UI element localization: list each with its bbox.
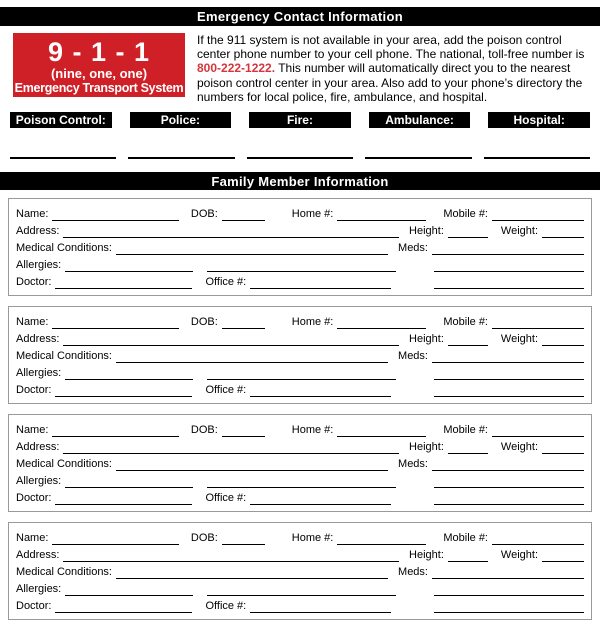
allergies-write-line xyxy=(65,475,193,488)
mobile-phone-label: Mobile #: xyxy=(443,424,488,437)
mobile-phone-write-line xyxy=(492,424,584,437)
member-row-doctor xyxy=(16,596,584,613)
meds-write-line xyxy=(432,458,584,471)
meds-write-line xyxy=(432,242,584,255)
contact-label-police: Police: xyxy=(130,112,232,128)
doctor-label: Doctor: xyxy=(16,384,52,397)
meds-extra-write-line-1 xyxy=(434,259,584,272)
member-row-allergies xyxy=(16,255,584,272)
emergency-contacts-row xyxy=(10,112,590,128)
doctor-label: Doctor: xyxy=(16,276,52,289)
height-write-line xyxy=(448,549,488,562)
police-write-line xyxy=(128,157,234,159)
name-write-line xyxy=(52,532,178,545)
dob-label: DOB: xyxy=(190,316,218,329)
allergies-extra-write-line xyxy=(207,475,396,488)
member-row-name xyxy=(16,204,584,221)
office-phone-write-line xyxy=(250,276,391,289)
meds-extra-write-line-2 xyxy=(434,384,584,397)
medical-conditions-write-line xyxy=(116,566,388,579)
ambulance-write-line xyxy=(365,157,471,159)
family-member-card xyxy=(8,522,592,620)
family-section-title-bar xyxy=(0,172,600,190)
member-row-doctor xyxy=(16,380,584,397)
weight-label: Weight: xyxy=(500,333,538,346)
poison-control-phone-number: 800-222-1222. xyxy=(197,61,276,76)
dob-label: DOB: xyxy=(190,424,218,437)
doctor-write-line xyxy=(55,276,192,289)
meds-write-line xyxy=(432,350,584,363)
dob-label: DOB: xyxy=(190,532,218,545)
member-row-doctor xyxy=(16,488,584,505)
member-row-address xyxy=(16,221,584,238)
medical-conditions-label: Medical Conditions: xyxy=(16,458,112,471)
name-label: Name: xyxy=(16,424,49,437)
name-write-line xyxy=(52,424,178,437)
member-row-name xyxy=(16,420,584,437)
page-title-bar xyxy=(0,7,600,26)
dob-write-line xyxy=(222,424,265,437)
emergency-intro-section xyxy=(0,33,600,104)
office-phone-label: Office #: xyxy=(205,384,247,397)
member-row-name xyxy=(16,312,584,329)
doctor-label: Doctor: xyxy=(16,600,52,613)
family-member-list xyxy=(8,198,592,620)
address-label: Address: xyxy=(16,549,60,562)
allergies-label: Allergies: xyxy=(16,475,62,488)
member-row-name xyxy=(16,528,584,545)
contact-label-poison-control: Poison Control: xyxy=(10,112,112,128)
mobile-phone-label: Mobile #: xyxy=(443,532,488,545)
member-row-doctor xyxy=(16,272,584,289)
doctor-label: Doctor: xyxy=(16,492,52,505)
weight-write-line xyxy=(542,333,584,346)
meds-extra-write-line-1 xyxy=(434,475,584,488)
office-phone-label: Office #: xyxy=(205,492,247,505)
height-label: Height: xyxy=(409,225,444,238)
member-row-allergies xyxy=(16,471,584,488)
height-write-line xyxy=(448,441,488,454)
allergies-label: Allergies: xyxy=(16,259,62,272)
home-phone-label: Home #: xyxy=(291,208,334,221)
poison-control-instructions xyxy=(197,33,590,104)
weight-label: Weight: xyxy=(500,549,538,562)
home-phone-write-line xyxy=(337,316,426,329)
home-phone-label: Home #: xyxy=(291,316,334,329)
medical-conditions-label: Medical Conditions: xyxy=(16,566,112,579)
height-label: Height: xyxy=(409,333,444,346)
meds-extra-write-line-1 xyxy=(434,583,584,596)
height-label: Height: xyxy=(409,549,444,562)
weight-write-line xyxy=(542,441,584,454)
meds-write-line xyxy=(432,566,584,579)
member-row-medical xyxy=(16,346,584,363)
height-write-line xyxy=(448,225,488,238)
allergies-label: Allergies: xyxy=(16,583,62,596)
home-phone-label: Home #: xyxy=(291,424,334,437)
911-banner xyxy=(13,33,185,97)
family-member-card xyxy=(8,306,592,404)
doctor-write-line xyxy=(55,600,192,613)
contact-label-hospital: Hospital: xyxy=(488,112,590,128)
dob-label: DOB: xyxy=(190,208,218,221)
mobile-phone-write-line xyxy=(492,208,584,221)
911-number: 9 - 1 - 1 xyxy=(47,37,151,67)
mobile-phone-label: Mobile #: xyxy=(443,208,488,221)
dob-write-line xyxy=(222,316,265,329)
meds-label: Meds: xyxy=(398,566,428,579)
instructions-text-before: If the 911 system is not available in your area, add the poison control center phone number to your cell phone. The national, toll-free number is xyxy=(197,33,585,62)
allergies-extra-write-line xyxy=(207,583,396,596)
home-phone-write-line xyxy=(337,532,426,545)
home-phone-write-line xyxy=(337,208,426,221)
office-phone-write-line xyxy=(250,600,391,613)
911-subtitle: Emergency Transport System xyxy=(14,81,184,95)
name-write-line xyxy=(52,208,178,221)
family-member-card xyxy=(8,414,592,512)
instructions-text-after: This number will automatically direct you to the nearest poison control center in your area. Also add to your phone’s directory the numbers for local police, fire, ambulance, and hospital. xyxy=(197,61,583,104)
meds-extra-write-line-1 xyxy=(434,367,584,380)
emergency-contacts-write-lines xyxy=(10,157,590,159)
address-write-line xyxy=(63,441,399,454)
dob-write-line xyxy=(222,532,265,545)
weight-write-line xyxy=(542,549,584,562)
allergies-extra-write-line xyxy=(207,259,396,272)
contact-label-ambulance: Ambulance: xyxy=(369,112,471,128)
height-write-line xyxy=(448,333,488,346)
name-label: Name: xyxy=(16,316,49,329)
meds-label: Meds: xyxy=(398,458,428,471)
medical-conditions-write-line xyxy=(116,242,388,255)
911-words: (nine, one, one) xyxy=(50,66,148,81)
poison-control-write-line xyxy=(10,157,116,159)
name-label: Name: xyxy=(16,208,49,221)
allergies-extra-write-line xyxy=(207,367,396,380)
address-write-line xyxy=(63,333,399,346)
doctor-write-line xyxy=(55,492,192,505)
meds-extra-write-line-2 xyxy=(434,492,584,505)
dob-write-line xyxy=(222,208,265,221)
member-row-medical xyxy=(16,454,584,471)
allergies-write-line xyxy=(65,259,193,272)
contact-label-fire: Fire: xyxy=(249,112,351,128)
weight-write-line xyxy=(542,225,584,238)
office-phone-label: Office #: xyxy=(205,276,247,289)
weight-label: Weight: xyxy=(500,441,538,454)
height-label: Height: xyxy=(409,441,444,454)
member-row-address xyxy=(16,329,584,346)
office-phone-label: Office #: xyxy=(205,600,247,613)
medical-conditions-write-line xyxy=(116,458,388,471)
medical-conditions-label: Medical Conditions: xyxy=(16,242,112,255)
allergies-write-line xyxy=(65,367,193,380)
address-write-line xyxy=(63,549,399,562)
page-title: Emergency Contact Information xyxy=(197,9,403,24)
member-row-address xyxy=(16,545,584,562)
address-write-line xyxy=(63,225,399,238)
member-row-allergies xyxy=(16,363,584,380)
name-label: Name: xyxy=(16,532,49,545)
allergies-write-line xyxy=(65,583,193,596)
fire-write-line xyxy=(247,157,353,159)
address-label: Address: xyxy=(16,333,60,346)
member-row-address xyxy=(16,437,584,454)
meds-label: Meds: xyxy=(398,242,428,255)
meds-extra-write-line-2 xyxy=(434,276,584,289)
office-phone-write-line xyxy=(250,384,391,397)
home-phone-write-line xyxy=(337,424,426,437)
address-label: Address: xyxy=(16,441,60,454)
member-row-medical xyxy=(16,562,584,579)
mobile-phone-label: Mobile #: xyxy=(443,316,488,329)
member-row-medical xyxy=(16,238,584,255)
name-write-line xyxy=(52,316,178,329)
family-member-card xyxy=(8,198,592,296)
address-label: Address: xyxy=(16,225,60,238)
home-phone-label: Home #: xyxy=(291,532,334,545)
doctor-write-line xyxy=(55,384,192,397)
meds-extra-write-line-2 xyxy=(434,600,584,613)
member-row-allergies xyxy=(16,579,584,596)
mobile-phone-write-line xyxy=(492,532,584,545)
mobile-phone-write-line xyxy=(492,316,584,329)
hospital-write-line xyxy=(484,157,590,159)
medical-conditions-write-line xyxy=(116,350,388,363)
office-phone-write-line xyxy=(250,492,391,505)
weight-label: Weight: xyxy=(500,225,538,238)
meds-label: Meds: xyxy=(398,350,428,363)
family-section-title: Family Member Information xyxy=(211,173,389,189)
allergies-label: Allergies: xyxy=(16,367,62,380)
medical-conditions-label: Medical Conditions: xyxy=(16,350,112,363)
